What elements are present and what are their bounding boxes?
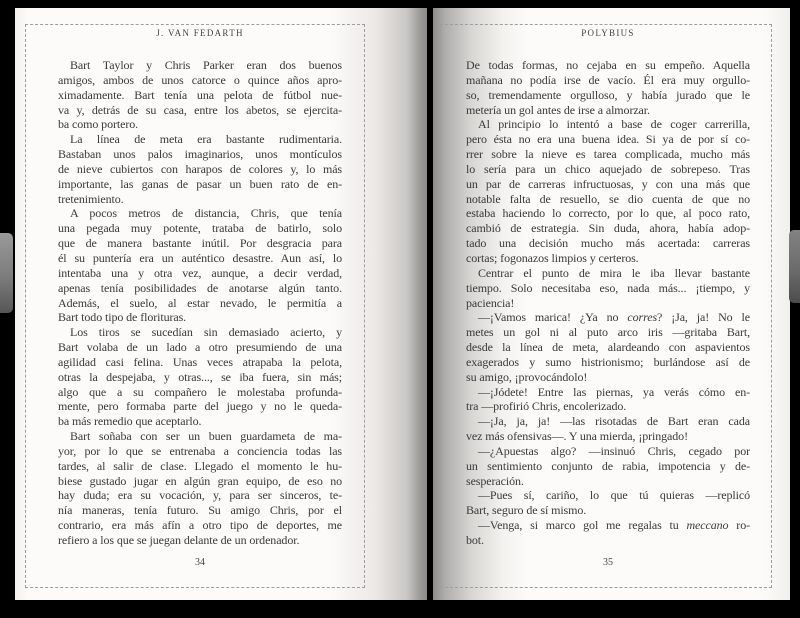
text-line: paciencia! [466,295,515,310]
text-line: su amigo, ¡provocándolo! [466,369,588,384]
previous-page-tab[interactable] [0,233,13,313]
text-line: ba más remedio que aceptarlo. [58,414,202,429]
text-line: tado una decisión mucho más acertada: carreras [466,236,750,251]
text-line: estaba haciendo lo correcto, por lo que, al poco rato, [466,206,750,221]
text-line: Bart todo tipo de florituras. [58,310,187,325]
text-line: rrer sobre la nieve es tarea complicada, mucho más [466,147,750,162]
text-line: exagerados y sumo histrionismo; burlándose así de [466,354,750,369]
text-line: —¡Ja, ja, ja! —las risotadas de Bart eran cada [478,414,750,429]
text-line: Bart Taylor y Chris Parker eran dos buenos [70,58,342,72]
running-header-title: POLYBIUS [581,28,635,38]
text-line: de nieve cubiertos con harapos de colores y, lo más [58,161,342,176]
text-line: él su puntería era un auténtico desastre. Aun así, lo [58,250,342,265]
paragraph [58,132,342,206]
text-line: Bart volaba de un lado a otro presumiendo de una [58,340,342,355]
paragraph [466,266,750,311]
text-line: vez más ofensivas—. Y una mierda, ¡pringado! [466,429,688,444]
paragraph [58,58,342,132]
paragraph [58,325,342,429]
text-line: cambió de estrategia. Sin duda, ahora, había adop- [466,221,750,236]
text-line: va y, detrás de su casa, entre los abetos, se ejercita- [58,102,342,117]
text-line: tardes, al salir de clase. Llegado el momento le hu- [58,458,342,473]
text-line: —¡Vamos marica! ¿Ya no corres? ¡Ja, ja! No le [478,310,751,325]
text-line: —Venga, si marco gol me regalas tu meccano ro- [478,518,750,533]
text-line: biese gustado jugar en algún gran equipo, de eso no [58,473,342,488]
text-line: Los tiros se sucedían sin demasiado acierto, y [70,325,342,340]
paragraph [466,414,750,444]
text-line: cortas; fogonazos limpios y certeros. [466,250,639,265]
page-number-right: 35 [603,557,613,568]
text-line: otras la despejaba, y otras..., se iba fuera, sin más; [58,369,342,384]
text-line: desde la línea de meta, alardeando con aspavientos [466,340,750,355]
running-header-author: J. VAN FEDARTH [156,28,244,38]
text-line: amigos, ambos de unos catorce o quince años apro- [58,72,342,87]
text-line: contrario, era más afín a otro tipo de deportes, me [58,518,342,533]
page-right [433,8,790,600]
text-line: algo que a su compañero le molestaba profunda- [58,384,342,399]
page-number-left: 34 [195,557,205,568]
text-line: bot. [466,533,484,547]
text-line: apenas tenía posibilidades de anotarse algún tanto. [58,280,342,295]
text-line: un sentimiento conjunto de rabia, impotencia y de- [466,458,750,473]
text-line: sesperación. [466,473,524,488]
text-line: —¿Apuestas algo? —insinuó Chris, cegado por [478,443,750,458]
text-line: lo sería para un chico aquejado de sobrepeso. Tras [466,161,750,176]
paragraph [466,444,750,489]
text-line: Bart, seguro de sí mismo. [466,503,587,518]
text-line: De todas formas, no cejaba en su empeño. Aquella [466,58,750,72]
paragraph [466,58,750,117]
paragraph [466,488,750,518]
text-line: importante, las ganas de pasar un buen rato de en- [58,176,342,191]
paragraph [466,385,750,415]
text-line: —Pues sí, cariño, lo que tú quieras —replicó [478,488,750,503]
page-left [15,8,427,600]
text-line: notable falta de resuello, se dio cuenta de que no [466,191,750,206]
text-line: Al principio lo intentó a base de coger carrerilla, [478,117,750,132]
text-line: Bart soñaba con ser un buen guardameta de ma- [70,429,342,444]
paragraph [466,518,750,548]
text-line: que de manera bastante inútil. Por desgracia para [58,236,342,251]
text-line: una pegada muy potente, trataba de batirlo, solo [58,221,342,236]
text-line: pero ésta no era una buena idea. Si ya de por sí co- [466,132,750,147]
text-line: refiero a los que se juegan delante de un ordenador. [58,533,300,547]
page-right-text [466,58,750,548]
text-line: nía maneras, tenía futuro. Su amigo Chris, por el [58,503,342,518]
text-line: mente, pero formaba parte del juego y no le queda- [58,399,342,414]
text-line: tra —profirió Chris, encolerizado. [466,399,627,414]
text-line: Centrar el punto de mira le iba llevar bastante [478,265,750,280]
next-page-tab[interactable] [789,230,800,303]
paragraph [58,429,342,548]
text-line: tiempo. Solo necesitaba eso, nada más... ¡tiempo, y [466,280,750,295]
text-line: metería un gol antes de irse a almorzar. [466,102,650,117]
paragraph [466,310,750,384]
text-line: —¡Jódete! Entre las piernas, ya verás cómo en- [478,384,750,399]
text-line: ximadamente. Bart tenía una pelota de fútbol nue- [58,87,342,102]
text-line: hay duda; era su vocación, y, para ser sinceros, te- [58,488,342,503]
text-line: La línea de meta era bastante rudimentaria. [70,132,342,147]
paragraph [58,206,342,325]
text-line: mañana no podía irse de vacío. Él era muy orgullo- [466,72,750,87]
text-line: metes un gol ni al puto arco iris —gritaba Bart, [466,325,750,340]
text-line: un par de carreras infructuosas, y con una más que [466,176,750,191]
paragraph [466,117,750,265]
text-line: ba como portero. [58,117,139,132]
text-line: intentaba una y otra vez, aunque, a decir verdad, [58,265,342,280]
page-left-text [58,58,342,548]
text-line: tretenimiento. [58,191,124,206]
text-line: so, tremendamente orgulloso, y había jurado que le [466,87,750,102]
text-line: Bastaban unos palos imaginarios, unos montículos [58,147,342,162]
text-line: Además, el suelo, al estar nevado, le permitía a [58,295,342,310]
text-line: A pocos metros de distancia, Chris, que tenía [70,206,342,221]
text-line: agilidad casi felina. Unas veces atrapaba la pelota, [58,354,342,369]
text-line: yor, por lo que se entrenaba a conciencia todas las [58,443,342,458]
